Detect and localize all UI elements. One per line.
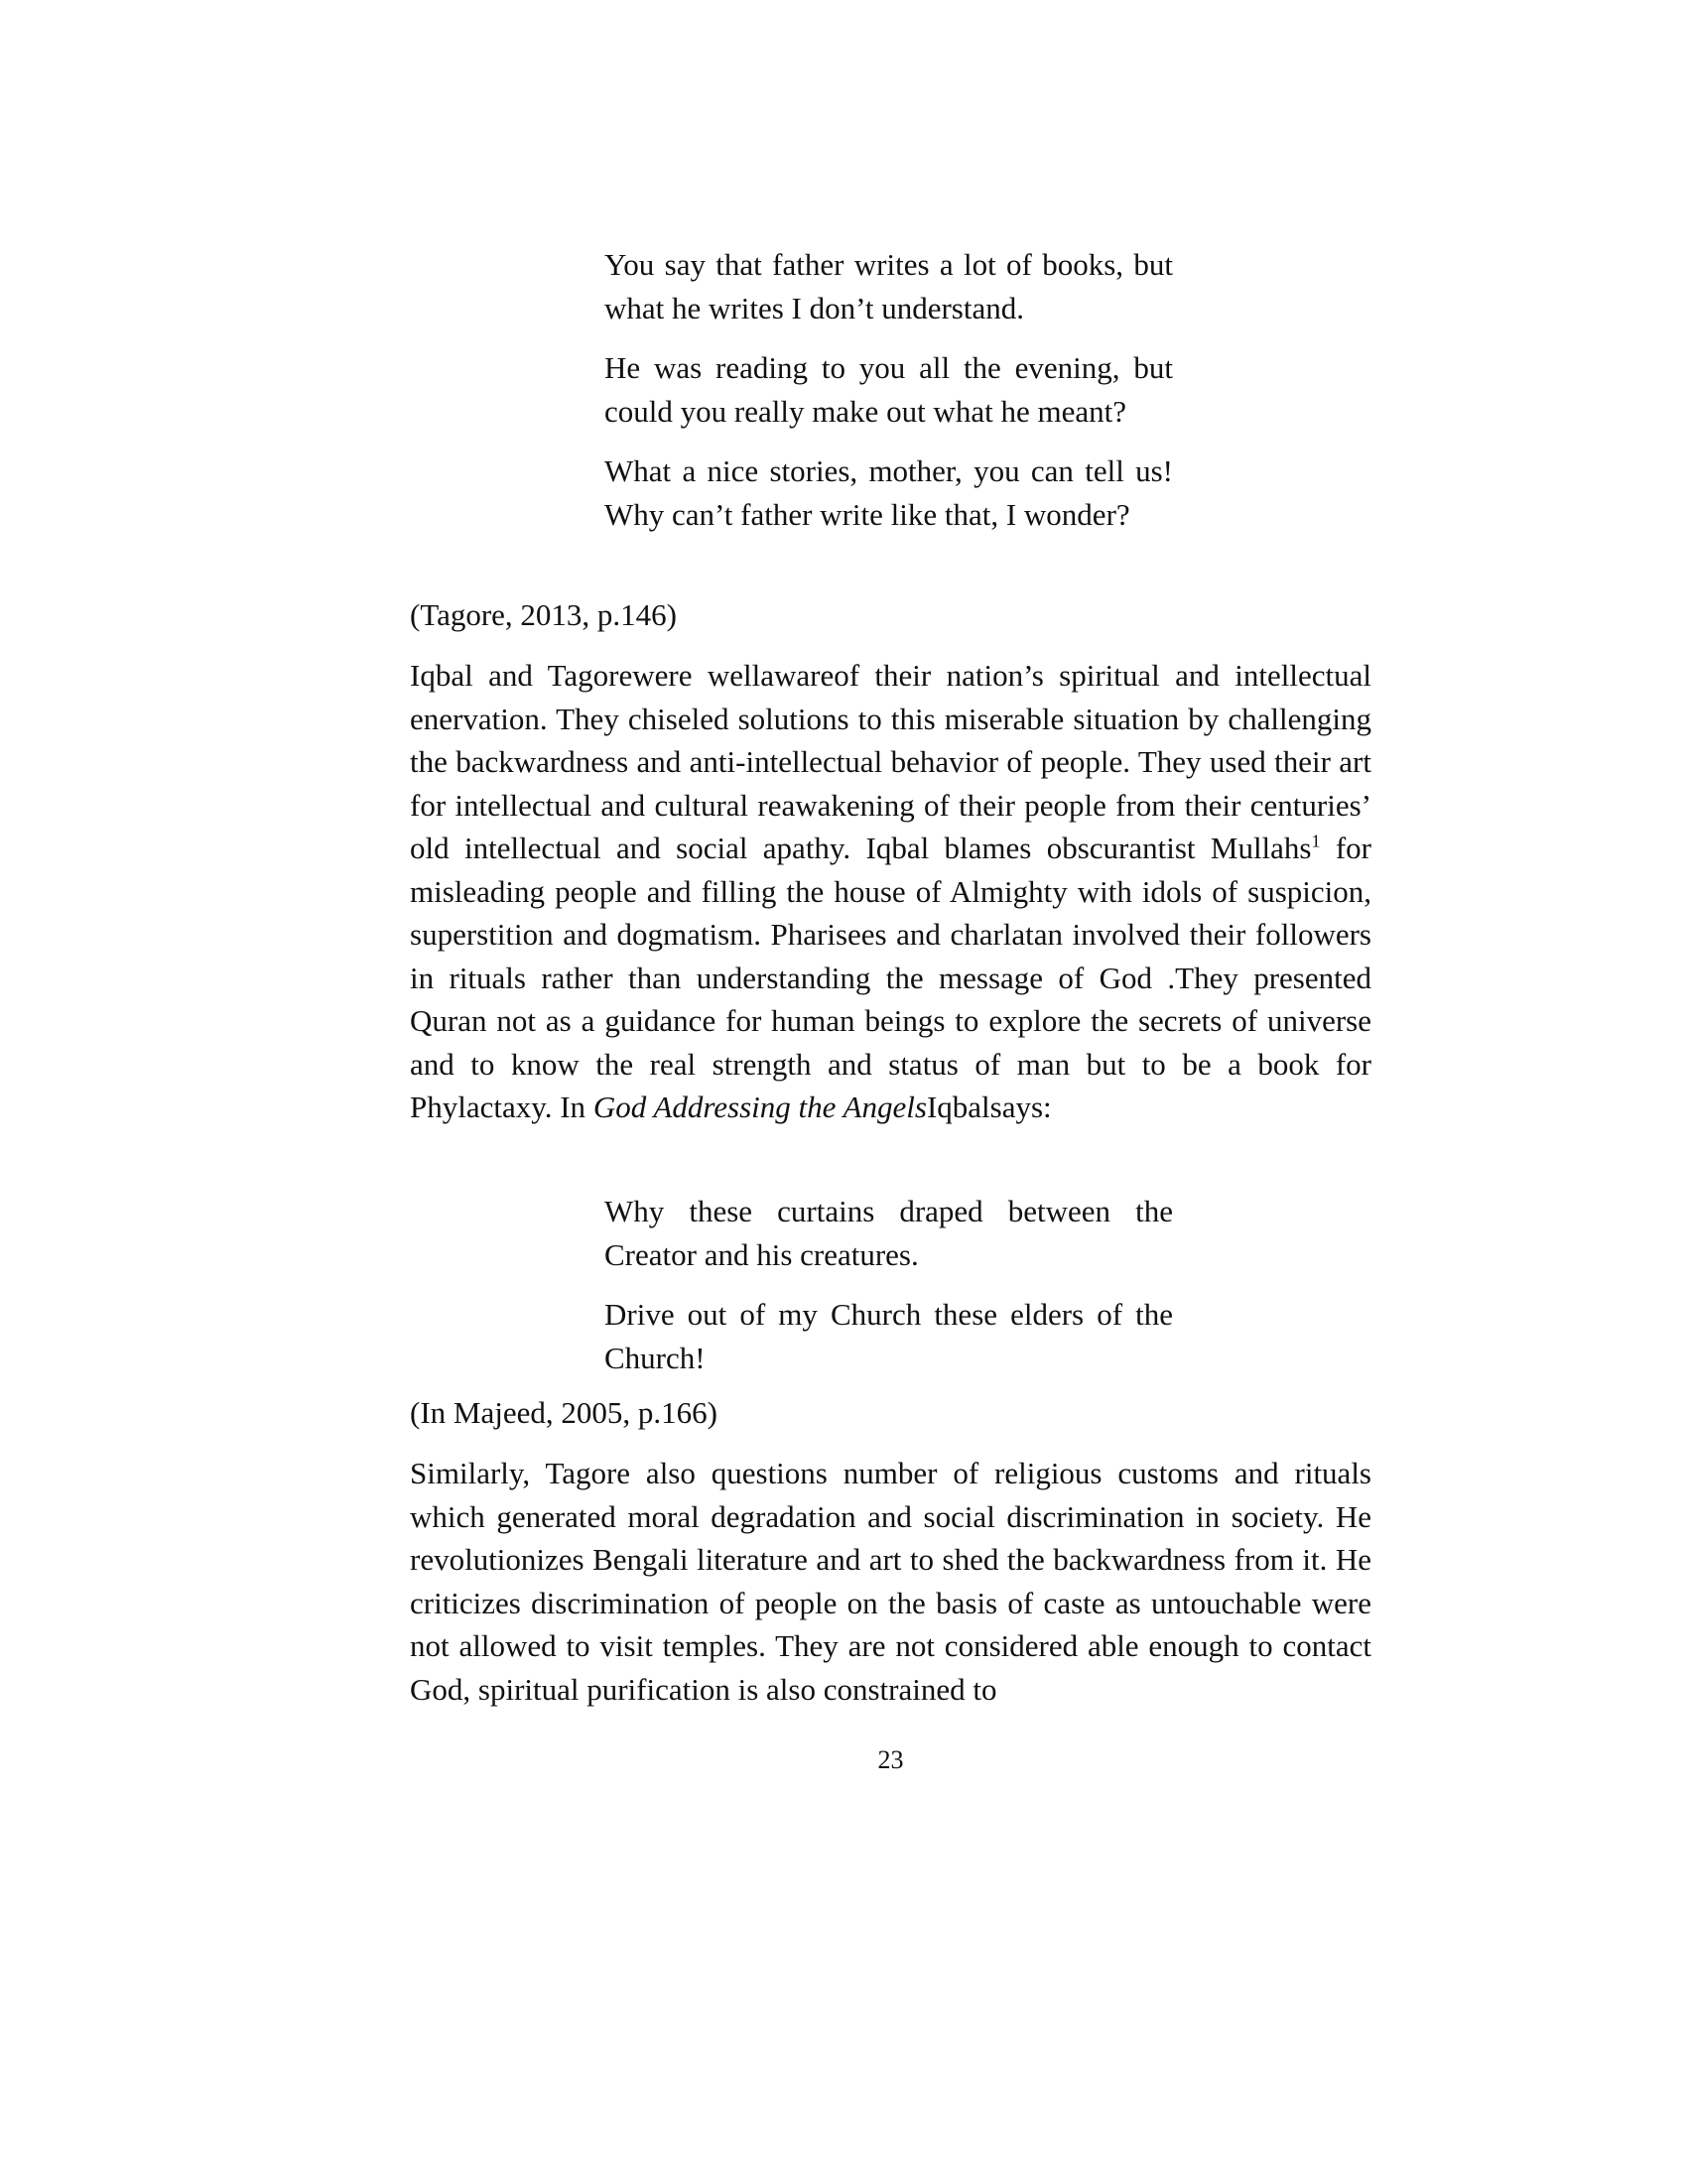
quote-stanza: Drive out of my Church these elders of the Church!: [604, 1297, 1173, 1375]
citation-majeed: (In Majeed, 2005, p.166): [410, 1395, 717, 1430]
body-paragraph-tagore-customs: Similarly, Tagore also questions number of religious customs and rituals which generated moral degradation and social discrimination in society. He revolutionizes Bengali literature and art to shed the backwardness from it. He criticizes discrimination of people on the basis of caste as untouchable were not allowed to visit temples. They are not considered able enough to contact God, spiritual purification is also constrained to: [410, 1456, 1371, 1707]
poem-title: God Addressing the Angels: [592, 1090, 927, 1124]
quote-stanza: You say that father writes a lot of books, but what he writes I don’t understand.: [604, 247, 1173, 325]
body-paragraph-iqbal-tagore: [410, 654, 1371, 1129]
footnote-reference: 1: [1311, 831, 1321, 851]
quote-stanza: Why these curtains draped between the Creator and his creatures.: [604, 1194, 1173, 1272]
paragraph-text: for misleading people and filling the house of Almighty with idols of suspicion, superstition and dogmatism. Pharisees and charlatan involved their followers in rituals rather than understanding the message of God .They presented Quran not as a guidance for human beings to explore the secrets of universe and to know the real strength and status of man but to be a book for Phylactaxy. In: [410, 831, 1371, 1124]
page-number: 23: [877, 1745, 904, 1774]
block-quote-iqbal: [604, 1190, 1173, 1396]
quote-stanza: He was reading to you all the evening, but could you really make out what he meant?: [604, 350, 1173, 429]
citation-tagore: (Tagore, 2013, p.146): [410, 597, 678, 632]
paragraph-text: Iqbalsays:: [926, 1090, 1052, 1124]
paragraph-text: Iqbal and Tagorewere wellawareof their nation’s spiritual and intellectual enervation. They chiseled solutions to this miserable situation by challenging the backwardness and anti-intellectual behavior of people. They used their art for intellectual and cultural reawakening of their people from their centuries’ old intellectual and social apathy. Iqbal blames obscurantist Mullahs: [410, 658, 1371, 865]
quote-stanza: What a nice stories, mother, you can tell us! Why can’t father write like that, I wonder?: [604, 453, 1173, 532]
block-quote-tagore: [604, 243, 1173, 553]
